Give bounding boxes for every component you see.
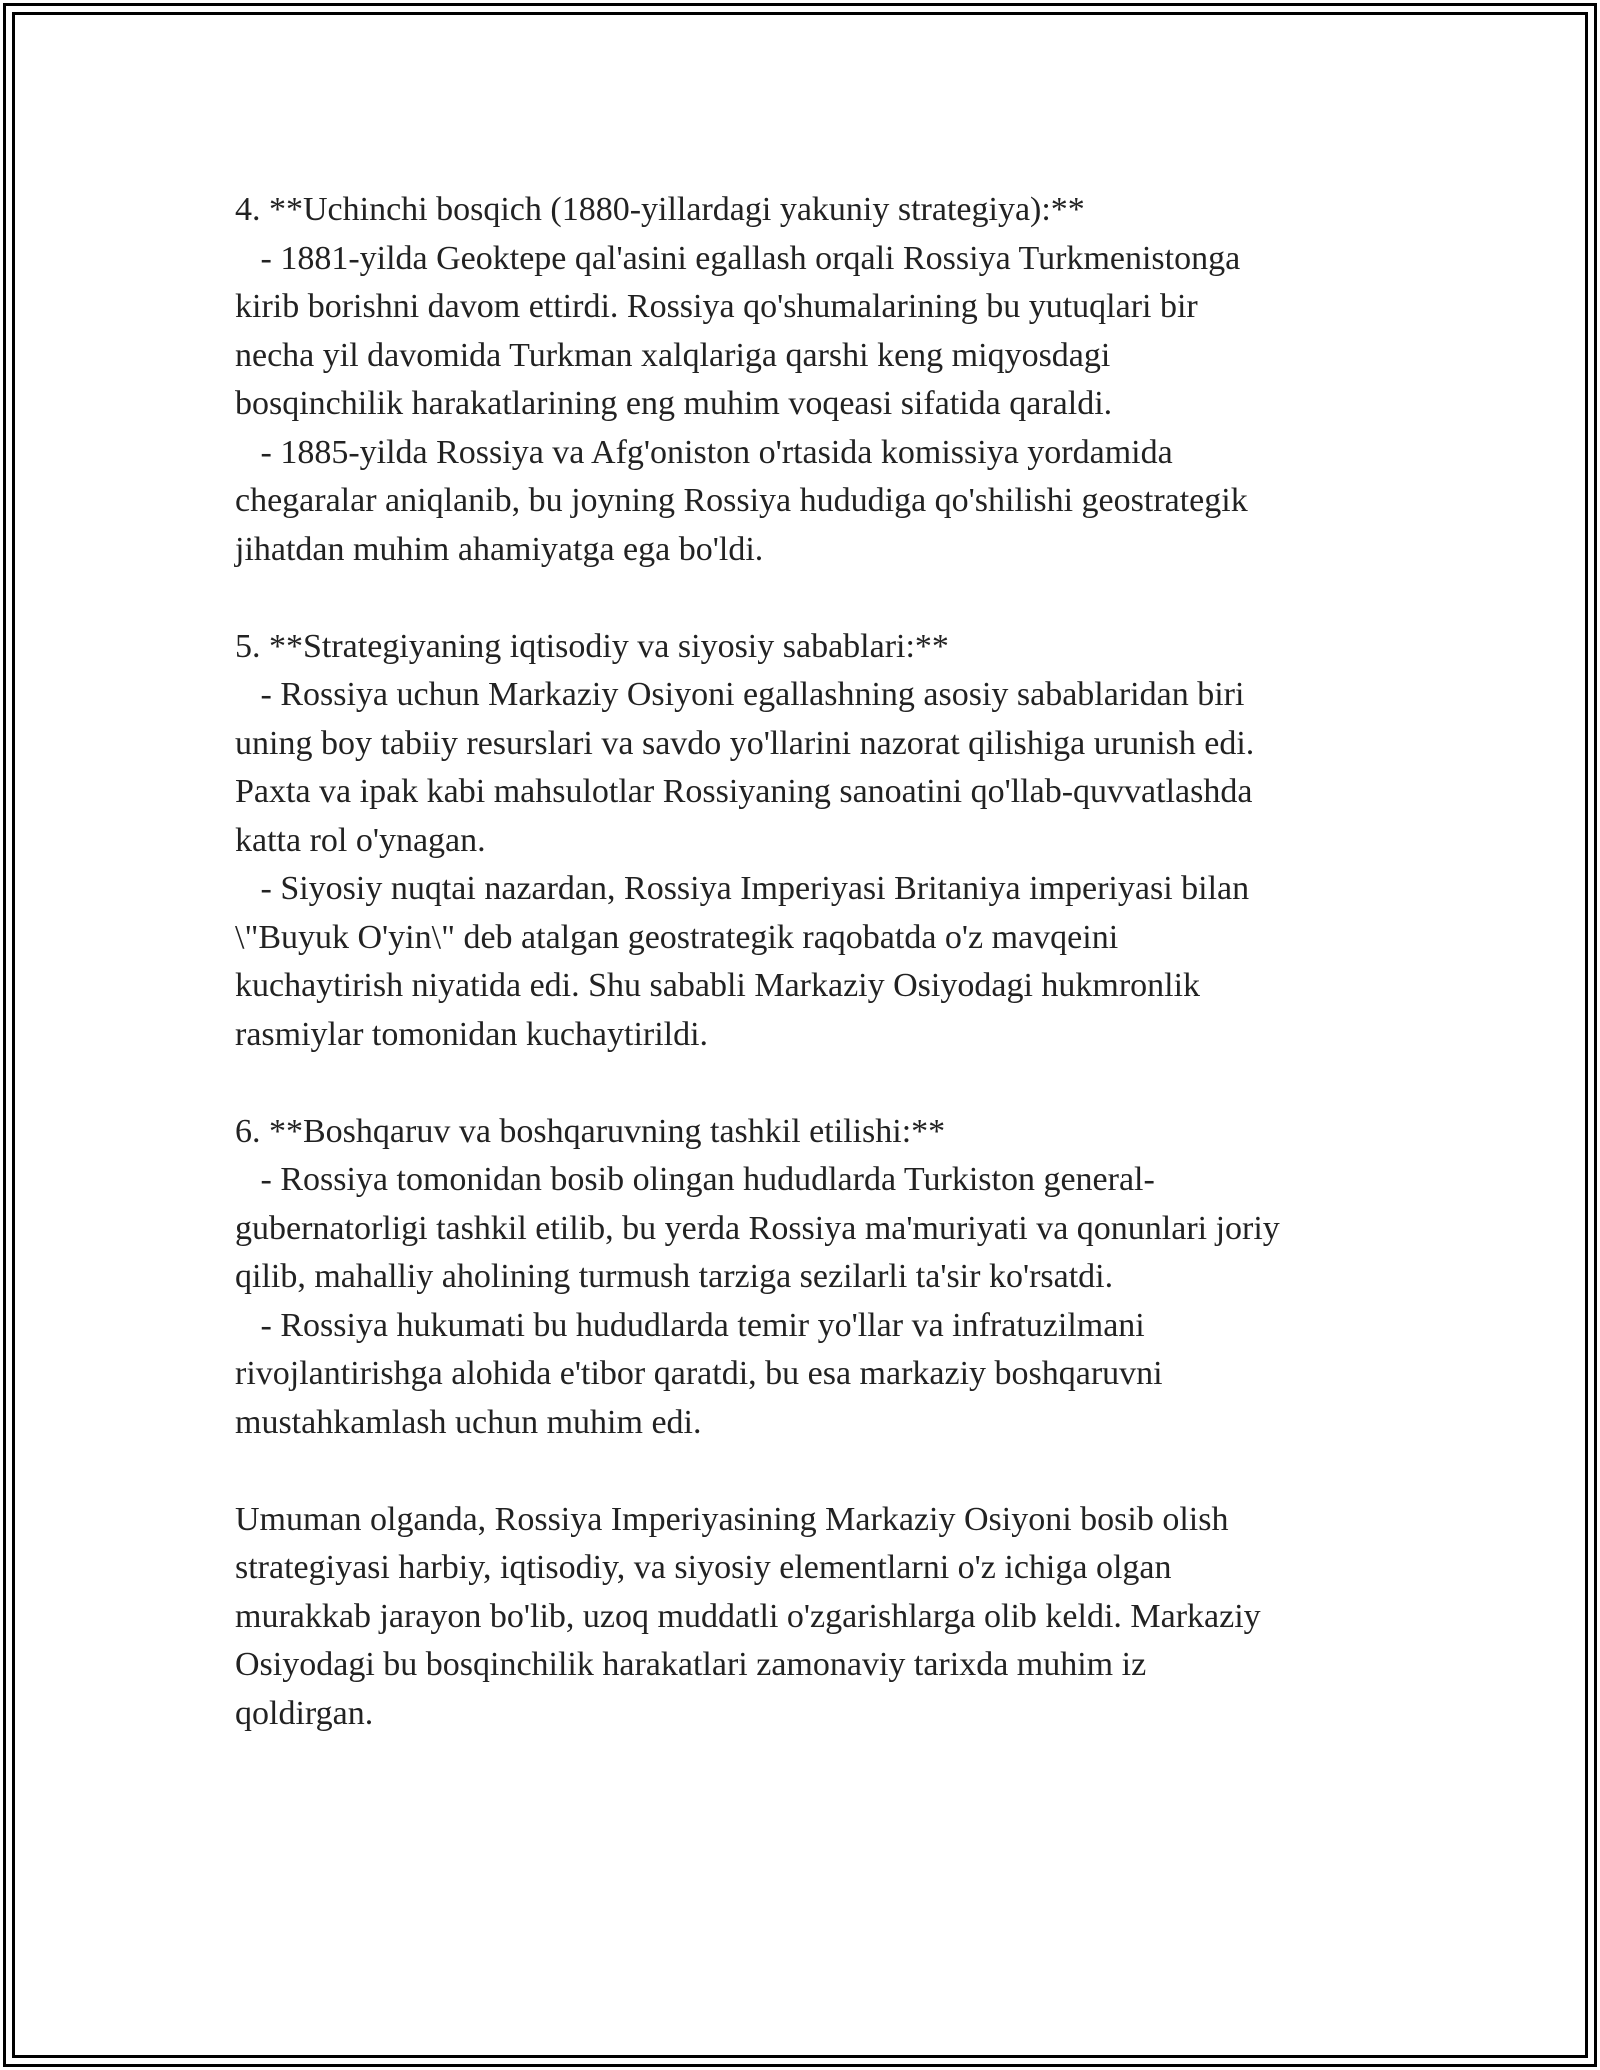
text-line: - Rossiya tomonidan bosib olingan hududlarda Turkiston general- xyxy=(235,1161,1155,1198)
text-line: kuchaytirish niyatida edi. Shu sababli Markaziy Osiyodagi hukmronlik xyxy=(235,967,1201,1004)
text-line: Paxta va ipak kabi mahsulotlar Rossiyaning sanoatini qo'llab-quvvatlashda xyxy=(235,773,1253,810)
text-line: - 1881-yilda Geoktepe qal'asini egallash orqali Rossiya Turkmenistonga xyxy=(235,239,1241,277)
section-conclusion xyxy=(235,1496,1370,1739)
text-line: jihatdan muhim ahamiyatga ega bo'ldi. xyxy=(235,530,764,568)
paragraph-spacer xyxy=(235,1447,1370,1496)
text-line: gubernatorligi tashkil etilib, bu yerda Rossiya ma'muriyati va qonunlari joriy xyxy=(235,1209,1280,1247)
section-administration xyxy=(235,1108,1370,1448)
section-heading: 6. **Boshqaruv va boshqaruvning tashkil etilishi:** xyxy=(235,1112,946,1150)
text-line: Osiyodagi bu bosqinchilik harakatlari zamonaviy tarixda muhim iz xyxy=(235,1646,1147,1683)
document-body xyxy=(235,186,1370,1738)
text-line: bosqinchilik harakatlarining eng muhim voqeasi sifatida qaraldi. xyxy=(235,385,1113,422)
text-line: chegaralar aniqlanib, bu joyning Rossiya hududiga qo'shilishi geostrategik xyxy=(235,482,1248,519)
text-line: - Rossiya hukumati bu hududlarda temir yo'llar va infratuzilmani xyxy=(235,1306,1145,1344)
text-line: katta rol o'ynagan. xyxy=(235,821,486,859)
text-line: strategiyasi harbiy, iqtisodiy, va siyosiy elementlarni o'z ichiga olgan xyxy=(235,1549,1172,1586)
text-line: \"Buyuk O'yin\" deb atalgan geostrategik raqobatda o'z mavqeini xyxy=(235,918,1119,956)
text-line: - 1885-yilda Rossiya va Afg'oniston o'rtasida komissiya yordamida xyxy=(235,433,1173,471)
text-line: rasmiylar tomonidan kuchaytirildi. xyxy=(235,1015,709,1053)
text-line: mustahkamlash uchun muhim edi. xyxy=(235,1403,702,1441)
text-line: qoldirgan. xyxy=(235,1694,374,1732)
text-line: necha yil davomida Turkman xalqlariga qarshi keng miqyosdagi xyxy=(235,336,1111,374)
section-heading: 4. **Uchinchi bosqich (1880-yillardagi yakuniy strategiya):** xyxy=(235,191,1085,228)
section-heading: 5. **Strategiyaning iqtisodiy va siyosiy sabablari:** xyxy=(235,627,949,665)
text-line: qilib, mahalliy aholining turmush tarziga sezilarli ta'sir ko'rsatdi. xyxy=(235,1258,1114,1295)
paragraph-spacer xyxy=(235,1059,1370,1108)
text-line: - Siyosiy nuqtai nazardan, Rossiya Imperiyasi Britaniya imperiyasi bilan xyxy=(235,870,1250,907)
text-line: - Rossiya uchun Markaziy Osiyoni egallashning asosiy sabablaridan biri xyxy=(235,676,1245,713)
text-line: uning boy tabiiy resurslari va savdo yo'llarini nazorat qilishiga urunish edi. xyxy=(235,724,1255,762)
section-economic-political-reasons xyxy=(235,623,1370,1060)
text-line: rivojlantirishga alohida e'tibor qaratdi, bu esa markaziy boshqaruvni xyxy=(235,1355,1163,1392)
text-line: Umuman olganda, Rossiya Imperiyasining Markaziy Osiyoni bosib olish xyxy=(235,1500,1229,1538)
text-line: kirib borishni davom ettirdi. Rossiya qo'shumalarining bu yutuqlari bir xyxy=(235,288,1198,325)
paragraph-spacer xyxy=(235,574,1370,623)
text-line: murakkab jarayon bo'lib, uzoq muddatli o'zgarishlarga olib keldi. Markaziy xyxy=(235,1597,1261,1635)
section-stage-three xyxy=(235,186,1370,574)
